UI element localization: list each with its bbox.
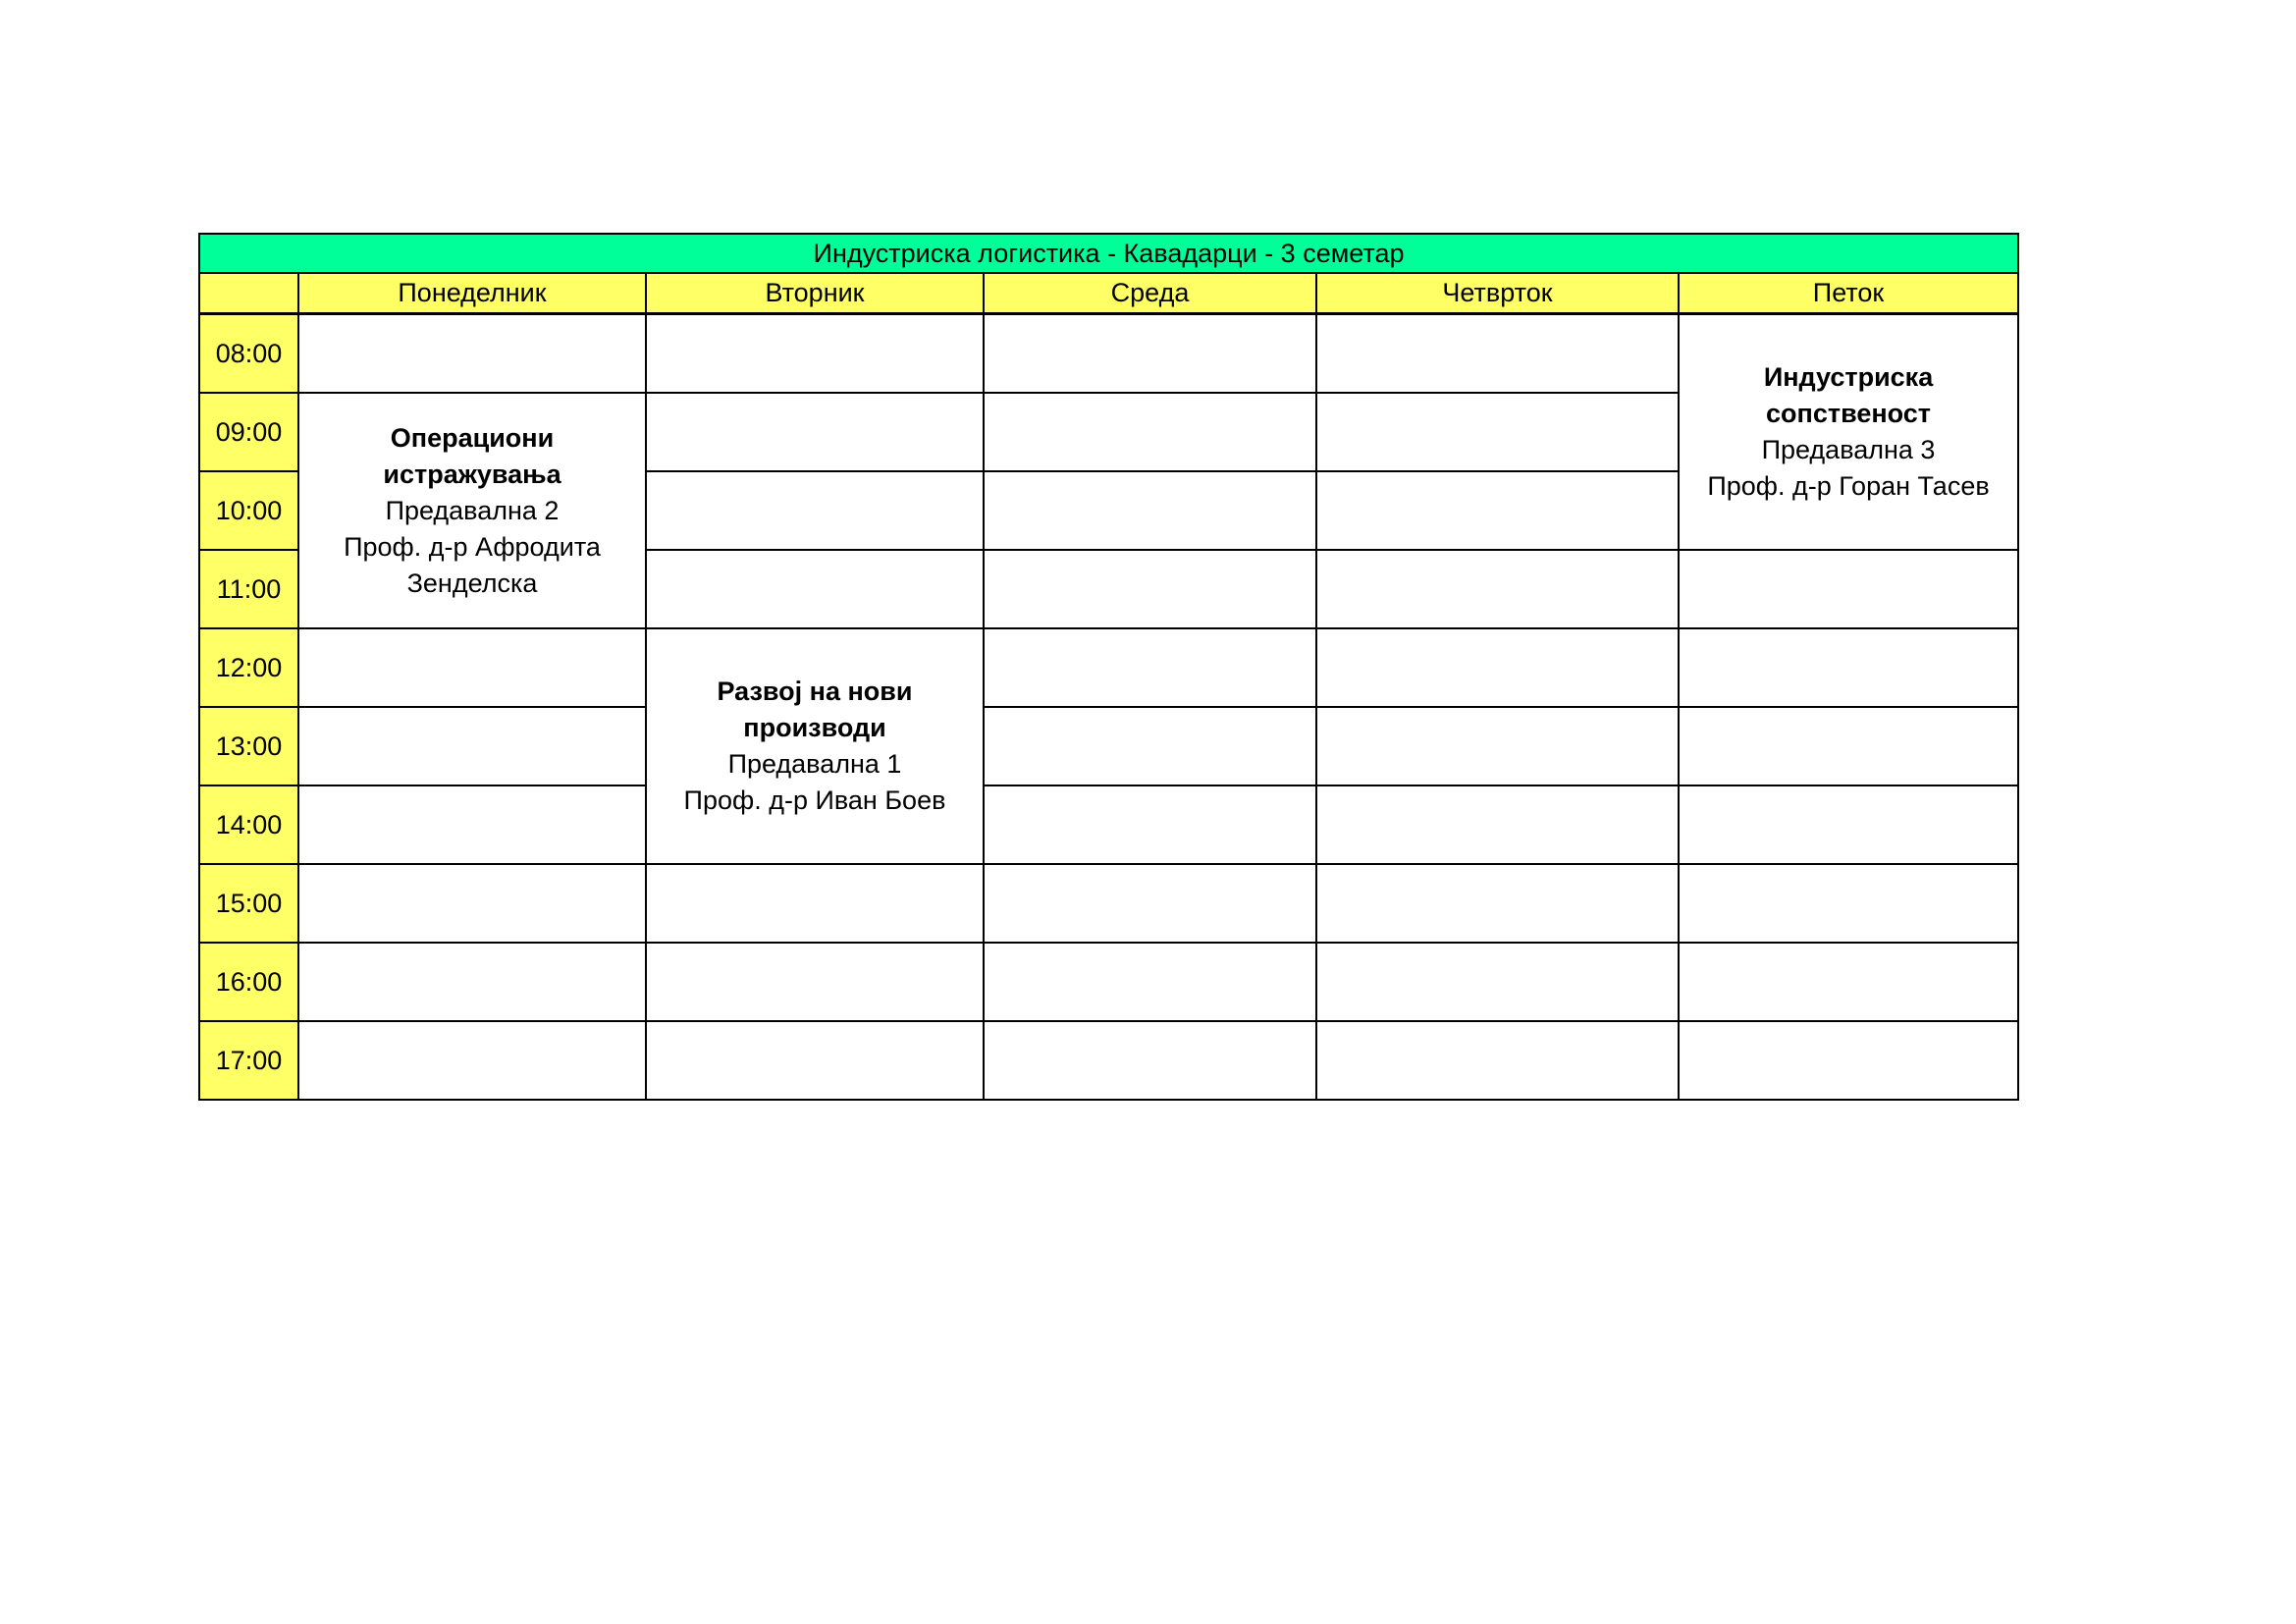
empty-slot [1316, 314, 1679, 394]
class-subject: Операциони истражувања [383, 422, 561, 489]
empty-slot [984, 393, 1316, 471]
empty-slot [1679, 785, 2018, 864]
empty-slot [298, 707, 646, 785]
empty-slot [646, 1021, 984, 1100]
empty-slot [646, 471, 984, 550]
class-professor: Проф. д-р Афродита Зенделска [344, 531, 601, 598]
empty-slot [984, 707, 1316, 785]
empty-slot [1316, 864, 1679, 943]
time-row [199, 785, 2018, 864]
class-block [1679, 314, 2018, 551]
empty-slot [984, 471, 1316, 550]
time-label: 16:00 [199, 943, 298, 1021]
time-label: 15:00 [199, 864, 298, 943]
empty-slot [646, 943, 984, 1021]
empty-slot [646, 864, 984, 943]
time-label: 08:00 [199, 314, 298, 394]
time-label: 11:00 [199, 550, 298, 628]
time-row [199, 1021, 2018, 1100]
class-subject: Развој на нови производи [717, 677, 913, 742]
time-row [199, 314, 2018, 394]
empty-slot [1316, 471, 1679, 550]
empty-slot [1316, 393, 1679, 471]
corner-cell [199, 273, 298, 314]
time-row [199, 864, 2018, 943]
empty-slot [298, 314, 646, 394]
empty-slot [298, 1021, 646, 1100]
empty-slot [1679, 864, 2018, 943]
empty-slot [1316, 550, 1679, 628]
empty-slot [1316, 785, 1679, 864]
schedule-table [198, 233, 2019, 1101]
empty-slot [1679, 943, 2018, 1021]
empty-slot [298, 628, 646, 707]
empty-slot [984, 628, 1316, 707]
class-room: Предавална 1 [727, 749, 902, 779]
empty-slot [984, 785, 1316, 864]
empty-slot [298, 864, 646, 943]
class-subject: Индустриска сопственост [1763, 362, 1934, 428]
class-room: Предавална 3 [1761, 435, 1936, 464]
class-professor: Проф. д-р Иван Боев [683, 785, 946, 815]
empty-slot [646, 393, 984, 471]
time-row [199, 628, 2018, 707]
empty-slot [646, 314, 984, 394]
class-room: Предавална 2 [385, 495, 560, 525]
empty-slot [984, 864, 1316, 943]
empty-slot [298, 943, 646, 1021]
empty-slot [1679, 707, 2018, 785]
empty-slot [1679, 550, 2018, 628]
class-block [646, 628, 984, 864]
time-label: 13:00 [199, 707, 298, 785]
empty-slot [1316, 1021, 1679, 1100]
time-label: 09:00 [199, 393, 298, 471]
time-label: 14:00 [199, 785, 298, 864]
time-label: 17:00 [199, 1021, 298, 1100]
empty-slot [984, 550, 1316, 628]
day-header: Вторник [646, 273, 984, 314]
class-block [298, 393, 646, 628]
class-professor: Проф. д-р Горан Тасев [1707, 471, 1990, 501]
empty-slot [984, 314, 1316, 394]
time-label: 10:00 [199, 471, 298, 550]
empty-slot [984, 943, 1316, 1021]
time-row [199, 707, 2018, 785]
day-header: Четврток [1316, 273, 1679, 314]
day-header: Среда [984, 273, 1316, 314]
empty-slot [984, 1021, 1316, 1100]
time-label: 12:00 [199, 628, 298, 707]
empty-slot [1679, 628, 2018, 707]
empty-slot [1316, 628, 1679, 707]
time-row [199, 943, 2018, 1021]
empty-slot [1316, 707, 1679, 785]
day-header: Понеделник [298, 273, 646, 314]
empty-slot [646, 550, 984, 628]
empty-slot [298, 785, 646, 864]
day-header: Петок [1679, 273, 2018, 314]
empty-slot [1316, 943, 1679, 1021]
empty-slot [1679, 1021, 2018, 1100]
schedule-title: Индустриска логистика - Кавадарци - 3 семетар [199, 234, 2018, 273]
